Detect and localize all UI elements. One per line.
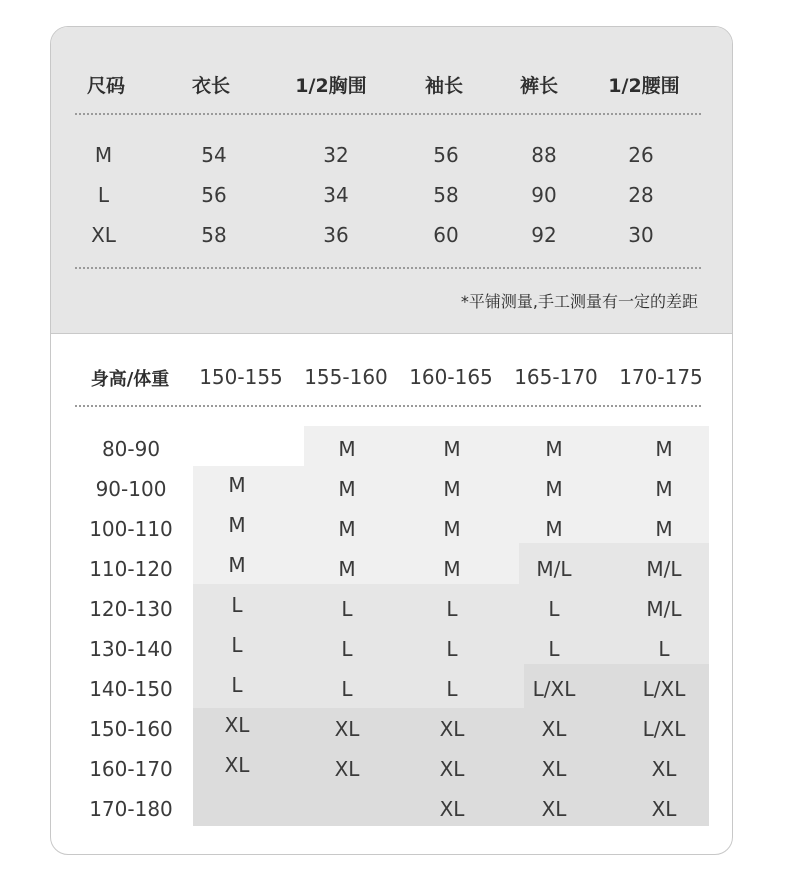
- size-recommendation-cell: M/L: [646, 597, 682, 621]
- size-recommendation-cell: L: [341, 597, 353, 621]
- size-recommendation-cell: M: [545, 517, 563, 541]
- size-recommendation-cell: L: [231, 673, 243, 697]
- length-cell: 58: [201, 223, 227, 247]
- size-chart-card: [50, 26, 733, 855]
- header-height-weight: 身高/体重: [90, 369, 170, 390]
- weight-range-label: 160-170: [89, 757, 173, 781]
- size-recommendation-cell: L: [446, 677, 458, 701]
- size-recommendation-cell: M: [443, 477, 461, 501]
- sleeve-cell: 56: [433, 143, 459, 167]
- chest-cell: 36: [323, 223, 349, 247]
- size-recommendation-cell: M: [443, 437, 461, 461]
- weight-range-label: 170-180: [89, 797, 173, 821]
- size-recommendation-cell: M: [228, 553, 246, 577]
- size-recommendation-cell: XL: [224, 753, 250, 777]
- size-recommendation-cell: M: [655, 517, 673, 541]
- weight-range-label: 110-120: [89, 557, 173, 581]
- size-cell: L: [97, 183, 110, 207]
- header-height-range: 160-165: [409, 365, 493, 389]
- size-recommendation-cell: M: [655, 437, 673, 461]
- size-recommendation-cell: M: [338, 477, 356, 501]
- header-sleeve: 袖长: [424, 75, 463, 97]
- weight-range-label: 80-90: [101, 437, 161, 461]
- sleeve-cell: 60: [433, 223, 459, 247]
- header-height-range: 170-175: [619, 365, 703, 389]
- pants-cell: 90: [531, 183, 557, 207]
- size-recommendation-cell: XL: [439, 757, 465, 781]
- weight-range-label: 140-150: [89, 677, 173, 701]
- weight-range-label: 120-130: [89, 597, 173, 621]
- measurement-section: [51, 27, 732, 334]
- waist-cell: 30: [628, 223, 654, 247]
- size-recommendation-cell: M: [338, 437, 356, 461]
- size-recommendation-cell: M: [655, 477, 673, 501]
- dotted-divider: [75, 113, 701, 115]
- size-recommendation-cell: M/L: [536, 557, 572, 581]
- weight-range-label: 90-100: [95, 477, 167, 501]
- header-height-range: 165-170: [514, 365, 598, 389]
- size-recommendation-cell: L: [341, 677, 353, 701]
- weight-range-label: 100-110: [89, 517, 173, 541]
- size-recommendation-cell: L: [341, 637, 353, 661]
- size-recommendation-cell: M: [443, 517, 461, 541]
- size-recommendation-cell: XL: [651, 757, 677, 781]
- size-recommendation-cell: L: [446, 597, 458, 621]
- size-recommendation-cell: XL: [439, 717, 465, 741]
- waist-cell: 28: [628, 183, 654, 207]
- size-recommendation-cell: XL: [651, 797, 677, 821]
- header-height-range: 150-155: [199, 365, 283, 389]
- size-recommendation-cell: L/XL: [642, 717, 686, 741]
- size-recommendation-cell: L: [548, 637, 560, 661]
- header-pants-length: 裤长: [519, 75, 558, 97]
- pants-cell: 88: [531, 143, 557, 167]
- size-recommendation-cell: L: [231, 633, 243, 657]
- weight-range-label: 130-140: [89, 637, 173, 661]
- size-recommendation-cell: L: [548, 597, 560, 621]
- size-recommendation-cell: M: [443, 557, 461, 581]
- size-cell: XL: [91, 223, 116, 247]
- dotted-divider: [75, 405, 701, 407]
- size-recommendation-cell: M/L: [646, 557, 682, 581]
- size-recommendation-cell: L: [231, 593, 243, 617]
- size-recommendation-cell: M: [545, 437, 563, 461]
- waist-cell: 26: [628, 143, 654, 167]
- length-cell: 56: [201, 183, 227, 207]
- header-half-waist: 1/2腰围: [608, 75, 680, 97]
- length-cell: 54: [201, 143, 227, 167]
- size-recommendation-cell: M: [228, 473, 246, 497]
- size-recommendation-cell: XL: [541, 717, 567, 741]
- size-recommendation-cell: L: [446, 637, 458, 661]
- weight-range-label: 150-160: [89, 717, 173, 741]
- header-size: 尺码: [86, 75, 125, 97]
- size-recommendation-cell: M: [545, 477, 563, 501]
- size-recommendation-cell: XL: [541, 757, 567, 781]
- chest-cell: 32: [323, 143, 349, 167]
- sleeve-cell: 58: [433, 183, 459, 207]
- header-half-chest: 1/2胸围: [295, 75, 367, 97]
- size-recommendation-cell: XL: [334, 757, 360, 781]
- chest-cell: 34: [323, 183, 349, 207]
- size-recommendation-cell: XL: [439, 797, 465, 821]
- size-recommendation-cell: M: [228, 513, 246, 537]
- size-recommendation-cell: XL: [541, 797, 567, 821]
- size-recommendation-cell: M: [338, 557, 356, 581]
- measurement-note: *平铺测量,手工测量有一定的差距: [460, 292, 698, 311]
- size-recommendation-cell: XL: [224, 713, 250, 737]
- dotted-divider: [75, 267, 701, 269]
- size-cell: M: [94, 143, 113, 167]
- pants-cell: 92: [531, 223, 557, 247]
- size-recommendation-cell: L/XL: [642, 677, 686, 701]
- header-height-range: 155-160: [304, 365, 388, 389]
- header-length: 衣长: [191, 75, 230, 97]
- size-recommendation-cell: XL: [334, 717, 360, 741]
- size-recommendation-cell: L: [658, 637, 670, 661]
- size-recommendation-cell: L/XL: [532, 677, 576, 701]
- size-recommendation-cell: M: [338, 517, 356, 541]
